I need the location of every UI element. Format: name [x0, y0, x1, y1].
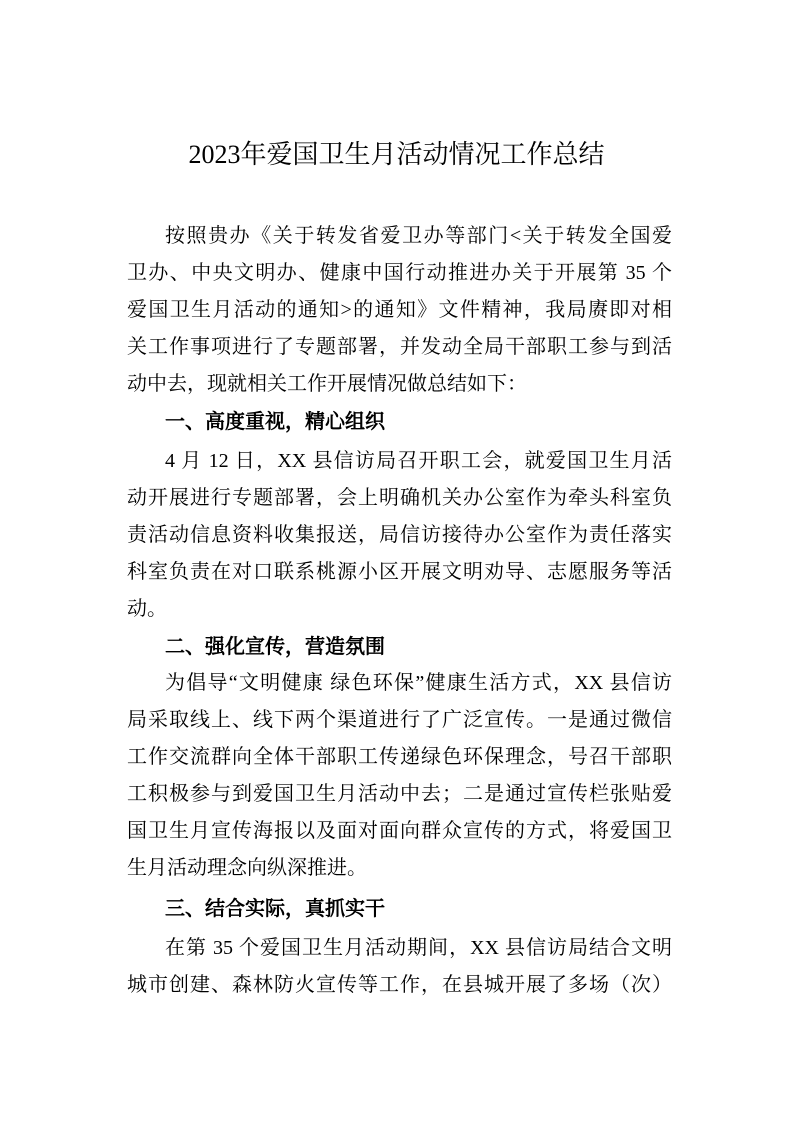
- paragraph-line: 动。: [127, 598, 167, 620]
- paragraph-line: 4 月 12 日，XX 县信访局召开职工会，就爱国卫生月活: [165, 450, 672, 472]
- paragraph-line: 科室负责在对口联系桃源小区开展文明劝导、志愿服务等活: [127, 561, 672, 583]
- paragraph-line: 爱国卫生月活动的通知>的通知》文件精神，我局赓即对相: [127, 299, 672, 321]
- paragraph-line: 生月活动理念向纵深推进。: [127, 857, 367, 879]
- section-heading-1: 一、高度重视，精心组织: [165, 409, 385, 433]
- paragraph-line: 工作交流群向全体干部职工传递绿色环保理念，号召干部职: [127, 746, 672, 768]
- paragraph-line: 工积极参与到爱国卫生月活动中去；二是通过宣传栏张贴爱: [127, 783, 672, 805]
- section-1-paragraph: [127, 443, 672, 628]
- document-title: 2023年爱国卫生月活动情况工作总结: [188, 140, 605, 169]
- section-2-paragraph: [127, 665, 672, 887]
- paragraph-line: 局采取线上、线下两个渠道进行了广泛宣传。一是通过微信: [127, 709, 672, 731]
- paragraph-line: 城市创建、森林防火宣传等工作，在县城开展了多场（次）: [127, 974, 672, 996]
- paragraph-line: 按照贵办《关于转发省爱卫办等部门<关于转发全国爱: [165, 225, 672, 247]
- paragraph-line: 动中去，现就相关工作开展情况做总结如下：: [127, 373, 527, 395]
- section-heading-3: 三、结合实际，真抓实干: [165, 896, 385, 920]
- paragraph-line: 动开展进行专题部署，会上明确机关办公室作为牵头科室负: [127, 487, 672, 509]
- paragraph-line: 关工作事项进行了专题部署，并发动全局干部职工参与到活: [127, 336, 672, 358]
- section-heading-2: 二、强化宣传，营造氛围: [165, 634, 385, 658]
- paragraph-line: 责活动信息资料收集报送，局信访接待办公室作为责任落实: [127, 524, 672, 546]
- paragraph-line: 为倡导“文明健康 绿色环保”健康生活方式，XX 县信访: [165, 672, 672, 694]
- paragraph-line: 在第 35 个爱国卫生月活动期间，XX 县信访局结合文明: [165, 937, 672, 959]
- paragraph-line: 国卫生月宣传海报以及面对面向群众宣传的方式，将爱国卫: [127, 820, 672, 842]
- paragraph-line: 卫办、中央文明办、健康中国行动推进办关于开展第 35 个: [127, 262, 672, 284]
- document-body: [127, 218, 672, 1004]
- intro-paragraph: [127, 218, 672, 403]
- section-3-paragraph: [127, 930, 672, 1004]
